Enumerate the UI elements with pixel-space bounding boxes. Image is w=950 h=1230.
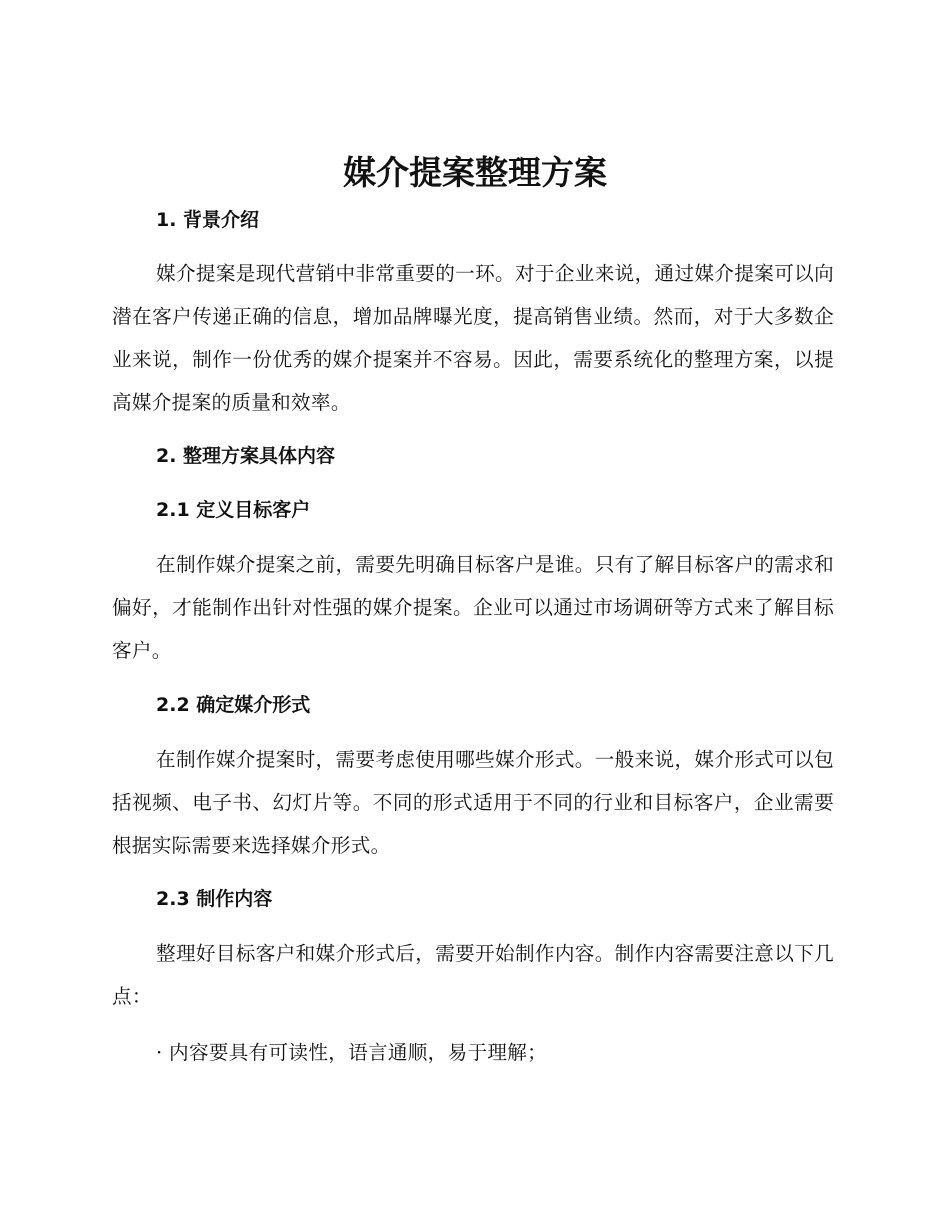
section-heading-plan-content: 2. 整理方案具体内容 [156,445,336,467]
section-heading-background: 1. 背景介绍 [156,209,260,231]
subsection-heading-target-customer: 2.1 定义目标客户 [156,499,311,521]
list-item-readability: · 内容要具有可读性，语言通顺，易于理解； [156,1041,548,1064]
document-title: 媒介提案整理方案 [343,153,607,192]
paragraph-background: 媒介提案是现代营销中非常重要的一环。对于企业来说，通过媒介提案可以向潜在客户传递正确的信息，增加品牌曝光度，提高销售业绩。然而，对于大多数企业来说，制作一份优秀的媒介提案并不容易。因此，需要系统化的整理方案，以提高媒介提案的质量和效率。 [112,262,834,414]
paragraph-content-production: 整理好目标客户和媒介形式后，需要开始制作内容。制作内容需要注意以下几点： [112,942,834,1008]
paragraph-target-customer: 在制作媒介提案之前，需要先明确目标客户是谁。只有了解目标客户的需求和偏好，才能制作出针对性强的媒介提案。企业可以通过市场调研等方式来了解目标客户。 [112,553,834,662]
subsection-heading-content-production: 2.3 制作内容 [156,888,273,910]
paragraph-media-format: 在制作媒介提案时，需要考虑使用哪些媒介形式。一般来说，媒介形式可以包括视频、电子书、幻灯片等。不同的形式适用于不同的行业和目标客户，企业需要根据实际需要来选择媒介形式。 [112,748,834,857]
subsection-heading-media-format: 2.2 确定媒介形式 [156,694,311,716]
